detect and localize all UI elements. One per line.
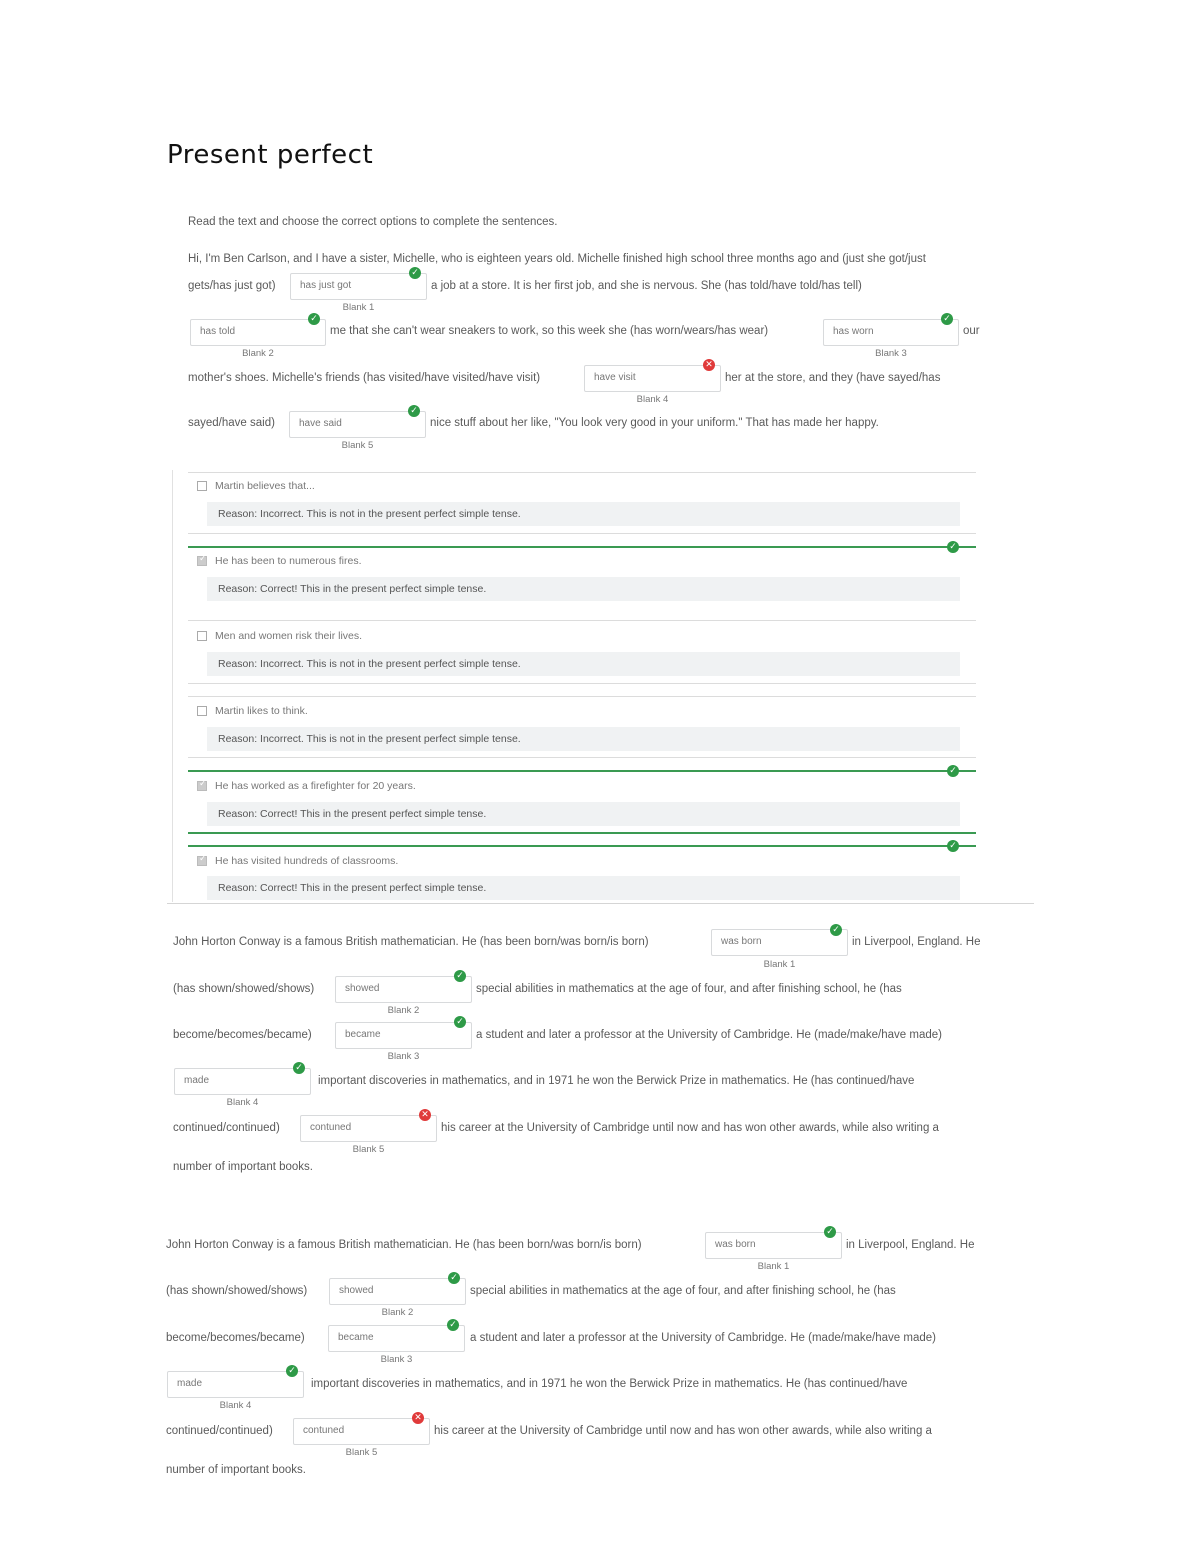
checkbox[interactable] [197, 631, 207, 641]
passage-line-3b: a student and later a professor at the University of Cambridge. He (made/make/have made) [470, 1332, 936, 1344]
passage-line-3a: become/becomes/became) [173, 1029, 312, 1041]
blank-1-label: Blank 1 [757, 1261, 790, 1272]
passage-line-1: Hi, I'm Ben Carlson, and I have a sister, Michelle, who is eighteen years old. Michelle finished high school three months ago and (just she got/just [188, 253, 926, 265]
blank-4-input[interactable]: made [167, 1371, 304, 1398]
blank-5-input[interactable]: have said [289, 411, 426, 438]
blank-2-input[interactable]: showed [335, 976, 472, 1003]
blank-4-label: Blank 4 [219, 1400, 252, 1411]
passage-line-2b: special abilities in mathematics at the age of four, and after finishing school, he (has [470, 1285, 896, 1297]
passage-line-5a: continued/continued) [166, 1425, 273, 1437]
x-circle-icon: ✕ [412, 1412, 424, 1424]
blank-3-label: Blank 3 [875, 348, 907, 359]
blank-2-label: Blank 2 [387, 1005, 420, 1016]
blank-4-input[interactable]: made [174, 1068, 311, 1095]
blank-2-input[interactable]: showed [329, 1278, 466, 1305]
blank-5-label: Blank 5 [352, 1144, 385, 1155]
check-circle-icon: ✓ [824, 1226, 836, 1238]
option-text: He has worked as a firefighter for 20 years. [215, 780, 416, 792]
passage-line-2b: special abilities in mathematics at the age of four, and after finishing school, he (has [476, 983, 902, 995]
option-divider [188, 472, 976, 473]
option-reason: Reason: Correct! This in the present perfect simple tense. [207, 577, 960, 601]
passage-line-2a: gets/has just got) [188, 280, 276, 292]
check-circle-icon: ✓ [408, 405, 420, 417]
blank-3-input[interactable]: has worn [823, 319, 959, 346]
passage-line-3b: me that she can't wear sneakers to work, so this week she (has worn/wears/has wear) [330, 325, 769, 337]
correct-divider [188, 546, 976, 548]
check-circle-icon: ✓ [447, 1319, 459, 1331]
option-text: He has visited hundreds of classrooms. [215, 855, 399, 867]
blank-5-input[interactable]: contuned [300, 1115, 437, 1142]
checkbox[interactable] [197, 556, 207, 566]
blank-2-label: Blank 2 [381, 1307, 414, 1318]
blank-1-label: Blank 1 [763, 959, 796, 970]
option-divider [188, 533, 976, 534]
passage-line-4a: mother's shoes. Michelle's friends (has visited/have visited/have visit) [188, 372, 541, 384]
checkbox[interactable] [197, 856, 207, 866]
option-reason: Reason: Correct! This in the present perfect simple tense. [207, 802, 960, 826]
passage-line-5a: continued/continued) [173, 1122, 280, 1134]
passage-line-4b: important discoveries in mathematics, and in 1971 he won the Berwick Prize in mathematics. He (has continued/have [318, 1075, 915, 1087]
check-circle-icon: ✓ [941, 313, 953, 325]
option-text: Men and women risk their lives. [215, 630, 363, 642]
correct-divider [188, 770, 976, 772]
passage-line-5a: sayed/have said) [188, 417, 275, 429]
passage-line-5b: nice stuff about her like, "You look very good in your uniform." That has made her happy. [430, 417, 879, 429]
blank-1-label: Blank 1 [342, 302, 375, 313]
passage-line-5b: his career at the University of Cambridge until now and has won other awards, while also writing a [441, 1122, 939, 1134]
blank-1-input[interactable]: was born [705, 1232, 842, 1259]
blank-3-input[interactable]: became [328, 1325, 465, 1352]
correct-divider [188, 832, 976, 834]
blank-3-input[interactable]: became [335, 1022, 472, 1049]
passage-line-4b: important discoveries in mathematics, and in 1971 he won the Berwick Prize in mathematics. He (has continued/have [311, 1378, 908, 1390]
blank-2-input[interactable]: has told [190, 319, 326, 346]
passage-line-1a: John Horton Conway is a famous British mathematician. He (has been born/was born/is born) [173, 936, 649, 948]
passage-line-5b: his career at the University of Cambridge until now and has won other awards, while also writing a [434, 1425, 932, 1437]
passage-line-6: number of important books. [173, 1161, 313, 1173]
passage-line-4b: her at the store, and they (have sayed/has [725, 372, 941, 384]
passage-line-1b: in Liverpool, England. He [852, 936, 981, 948]
option-reason: Reason: Incorrect. This is not in the present perfect simple tense. [207, 652, 960, 676]
option-divider [188, 696, 976, 697]
check-circle-icon: ✓ [293, 1062, 305, 1074]
passage-line-3a: become/becomes/became) [166, 1332, 305, 1344]
blank-2-label: Blank 2 [242, 348, 274, 359]
checkbox[interactable] [197, 481, 207, 491]
passage-line-1a: John Horton Conway is a famous British mathematician. He (has been born/was born/is born) [166, 1239, 642, 1251]
x-circle-icon: ✕ [703, 359, 715, 371]
correct-divider [188, 845, 976, 847]
check-circle-icon: ✓ [830, 924, 842, 936]
check-circle-icon: ✓ [947, 840, 959, 852]
option-divider [188, 620, 976, 621]
x-circle-icon: ✕ [419, 1109, 431, 1121]
passage-line-2a: (has shown/showed/shows) [166, 1285, 308, 1297]
blank-3-label: Blank 3 [387, 1051, 420, 1062]
blank-4-label: Blank 4 [636, 394, 669, 405]
blank-3-label: Blank 3 [380, 1354, 413, 1365]
option-reason: Reason: Incorrect. This is not in the present perfect simple tense. [207, 727, 960, 751]
blank-4-input[interactable]: have visit [584, 365, 721, 392]
passage-line-3b: a student and later a professor at the University of Cambridge. He (made/make/have made) [476, 1029, 942, 1041]
passage-line-2b: a job at a store. It is her first job, and she is nervous. She (has told/have told/has tell) [431, 280, 862, 292]
blank-4-label: Blank 4 [226, 1097, 259, 1108]
check-circle-icon: ✓ [308, 313, 320, 325]
options-border [172, 470, 173, 902]
blank-1-input[interactable]: was born [711, 929, 848, 956]
check-circle-icon: ✓ [286, 1365, 298, 1377]
instruction-text: Read the text and choose the correct options to complete the sentences. [188, 216, 558, 228]
checkbox[interactable] [197, 706, 207, 716]
option-text: He has been to numerous fires. [215, 555, 362, 567]
option-divider [188, 683, 976, 684]
option-reason: Reason: Correct! This in the present perfect simple tense. [207, 876, 960, 900]
check-circle-icon: ✓ [454, 1016, 466, 1028]
checkbox[interactable] [197, 781, 207, 791]
passage-line-2a: (has shown/showed/shows) [173, 983, 315, 995]
page-title: Present perfect [167, 140, 374, 170]
passage-line-3c: our [963, 325, 980, 337]
blank-5-label: Blank 5 [341, 440, 374, 451]
option-text: Martin believes that... [215, 480, 315, 492]
check-circle-icon: ✓ [947, 541, 959, 553]
option-divider [188, 757, 976, 758]
check-circle-icon: ✓ [454, 970, 466, 982]
passage-line-6: number of important books. [166, 1464, 306, 1476]
option-text: Martin likes to think. [215, 705, 308, 717]
section-divider [167, 903, 1034, 904]
blank-1-input[interactable]: has just got [290, 273, 427, 300]
check-circle-icon: ✓ [448, 1272, 460, 1284]
blank-5-label: Blank 5 [345, 1447, 378, 1458]
blank-5-input[interactable]: contuned [293, 1418, 430, 1445]
option-reason: Reason: Incorrect. This is not in the present perfect simple tense. [207, 502, 960, 526]
check-circle-icon: ✓ [409, 267, 421, 279]
check-circle-icon: ✓ [947, 765, 959, 777]
passage-line-1b: in Liverpool, England. He [846, 1239, 975, 1251]
